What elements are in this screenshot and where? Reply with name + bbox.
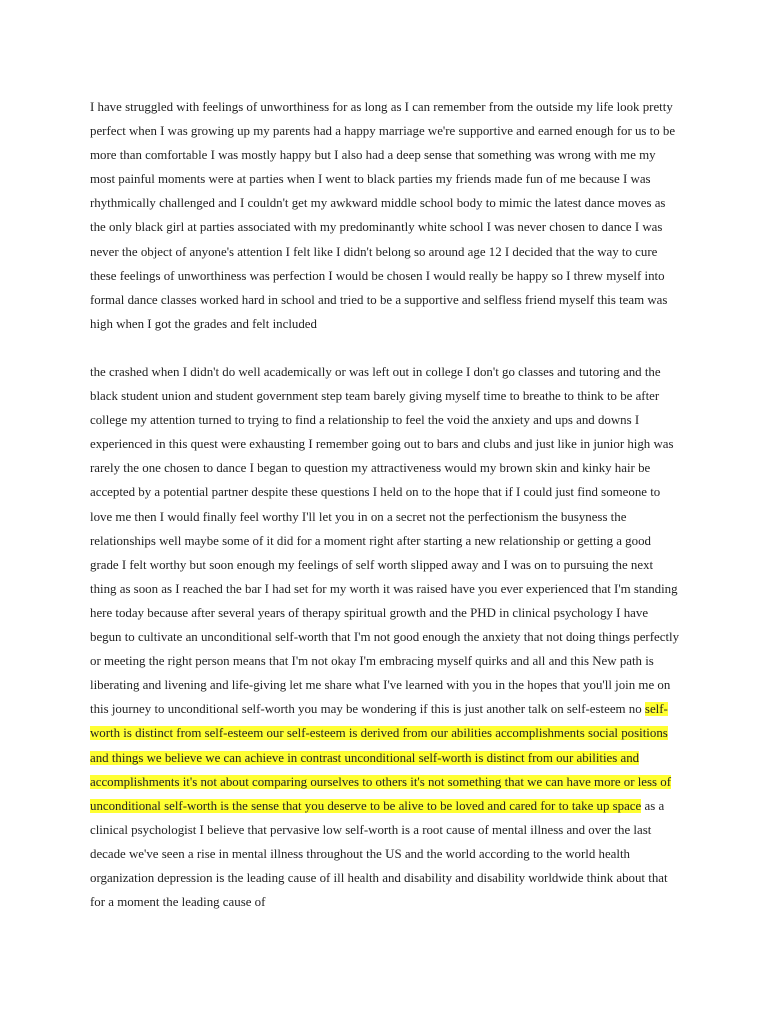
paragraph-2-text-after-highlight: as a clinical psychologist I believe that pervasive low self-worth is a root cause of mental illness and over the last decade we've seen a rise in mental illness throughout the US and the world according to the world health organization depression is the leading cause of ill health and disability and disability worldwide think about that for a moment the leading cause of [90, 798, 668, 910]
paragraph-1: I have struggled with feelings of unworthiness for as long as I can remember from the outside my life look pretty perfect when I was growing up my parents had a happy marriage we're supportive and earned enough for us to be more than comfortable I was mostly happy but I also had a deep sense that something was wrong with me my most painful moments were at parties when I went to black parties my friends made fun of me because I was rhythmically challenged and I couldn't get my awkward middle school body to mimic the latest dance moves as the only black girl at parties associated with my predominantly white school I was never chosen to dance I was never the object of anyone's attention I felt like I didn't belong so around age 12 I decided that the way to cure these feelings of unworthiness was perfection I would be chosen I would really be happy so I threw myself into formal dance classes worked hard in school and tried to be a supportive and selfless friend myself this team was high when I got the grades and felt included [90, 100, 676, 331]
highlighted-passage: self-worth is distinct from self-esteem our self-esteem is derived from our abilities accomplishments social positions and things we believe we can achieve in contrast unconditional self-worth is distinct from our abilities and accomplishments it's not about comparing ourselves to others it's not something that we can have more or less of unconditional self-worth is the sense that you deserve to be alive to be loved and cared for to take up space [90, 702, 672, 813]
paragraph-2 [90, 360, 680, 914]
paragraph-2-text-before-highlight: the crashed when I didn't do well academically or was left out in college I don't go classes and tutoring and the black student union and student government step team barely giving myself time to breathe to think to be after college my attention turned to trying to find a relationship to feel the void the anxiety and ups and downs I experienced in this quest were exhausting I remember going out to bars and clubs and just like in junior high was rarely the one chosen to dance I began to question my attractiveness would my brown skin and kinky hair be accepted by a potential partner despite these questions I held on to the hope that if I could just find someone to love me then I would finally feel worthy I'll let you in on a secret not the perfectionism the busyness the relationships well maybe some of it did for a moment right after starting a new relationship or getting a good grade I felt worthy but soon enough my feelings of self worth slipped away and I was on to pursuing the next thing as soon as I reached the bar I had set for my worth it was raised have you ever experienced that I'm standing here today because after several years of therapy spiritual growth and the PHD in clinical psychology I have begun to cultivate an unconditional self-worth that I'm not good enough the anxiety that not doing things perfectly or meeting the right person means that I'm not okay I'm embracing myself quirks and all and this New path is liberating and livening and life-giving let me share what I've learned with you in the hopes that you'll join me on this journey to unconditional self-worth you may be wondering if this is just another talk on self-esteem no [90, 365, 680, 717]
